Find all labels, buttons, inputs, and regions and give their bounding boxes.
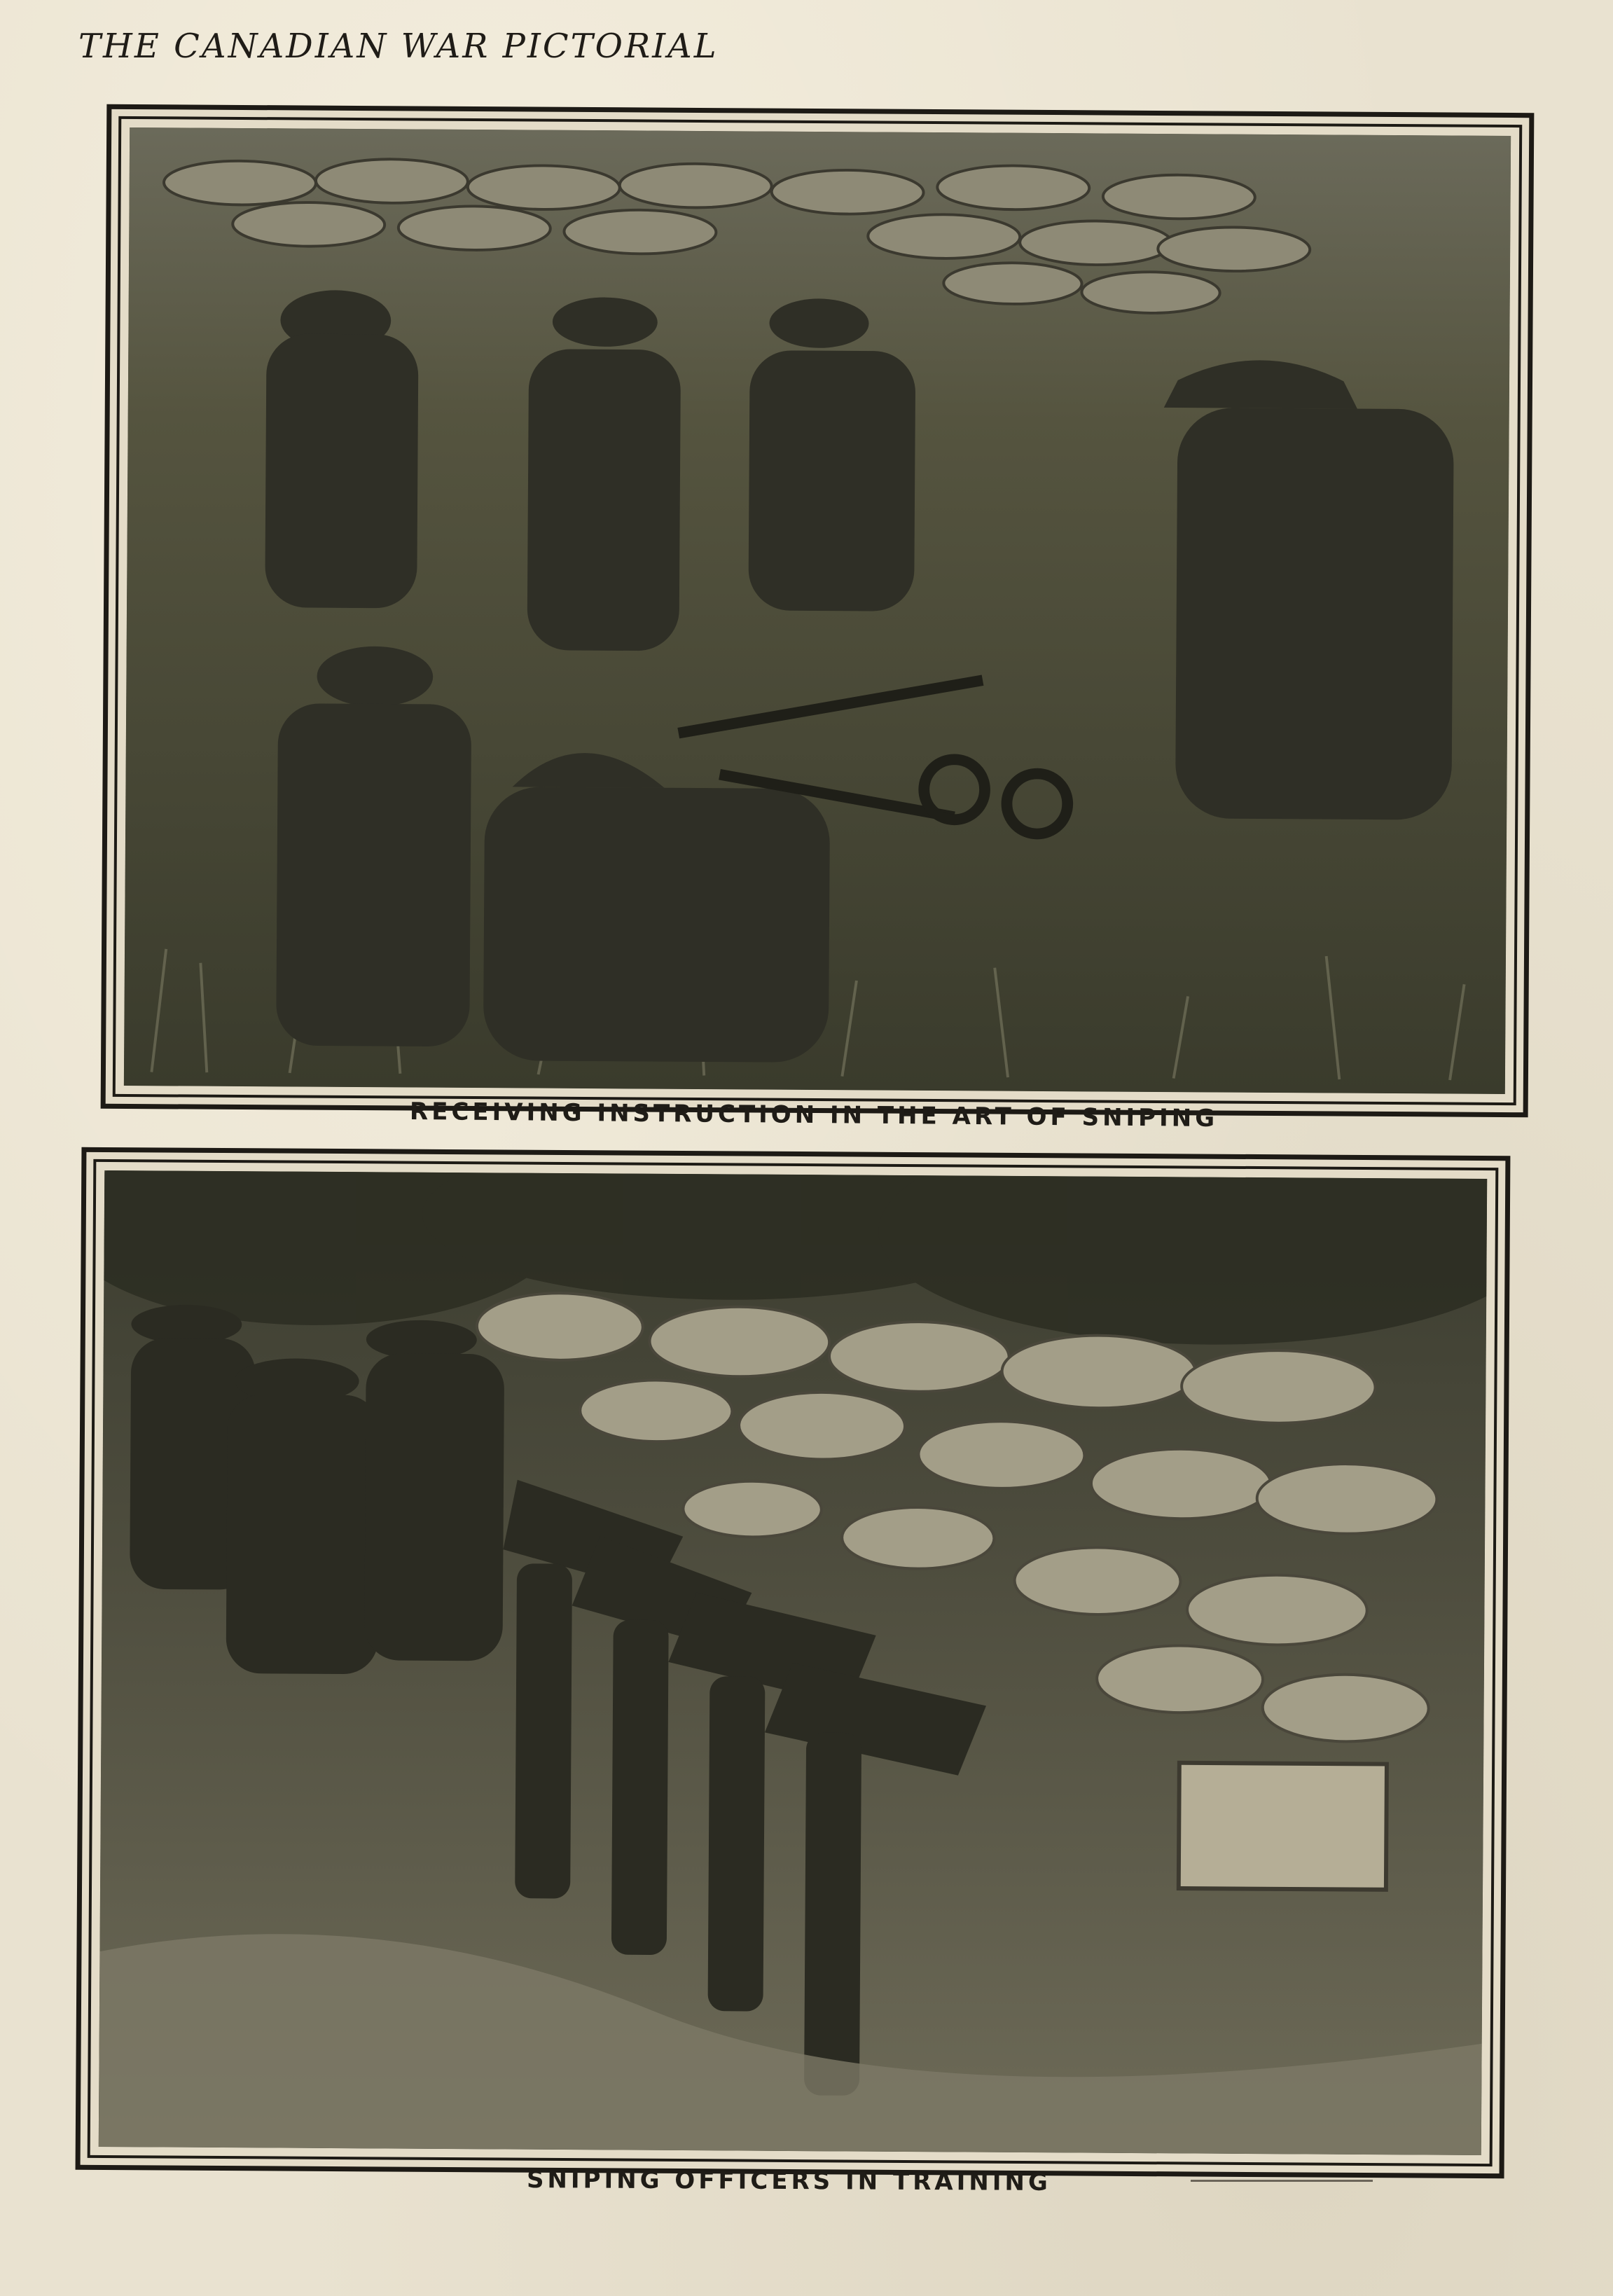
sniping-instruction-photo <box>124 127 1511 1094</box>
photo-frame-bottom <box>76 1147 1511 2178</box>
sniping-instruction-illustration <box>124 127 1511 1094</box>
photo-inner-border-bottom <box>88 1159 1499 2166</box>
photo-caption-top: RECEIVING INSTRUCTION IN THE ART OF SNIPING <box>409 1097 1219 1133</box>
photo-frame-top <box>101 104 1535 1117</box>
masthead-title: THE CANADIAN WAR PICTORIAL <box>78 27 719 66</box>
decorative-rule <box>1191 2180 1373 2182</box>
photo-caption-bottom: SNIPING OFFICERS IN TRAINING <box>526 2166 1051 2197</box>
photo-inner-border-top <box>113 116 1523 1105</box>
sniping-training-photo <box>99 1170 1487 2155</box>
sniping-training-illustration <box>99 1170 1487 2155</box>
